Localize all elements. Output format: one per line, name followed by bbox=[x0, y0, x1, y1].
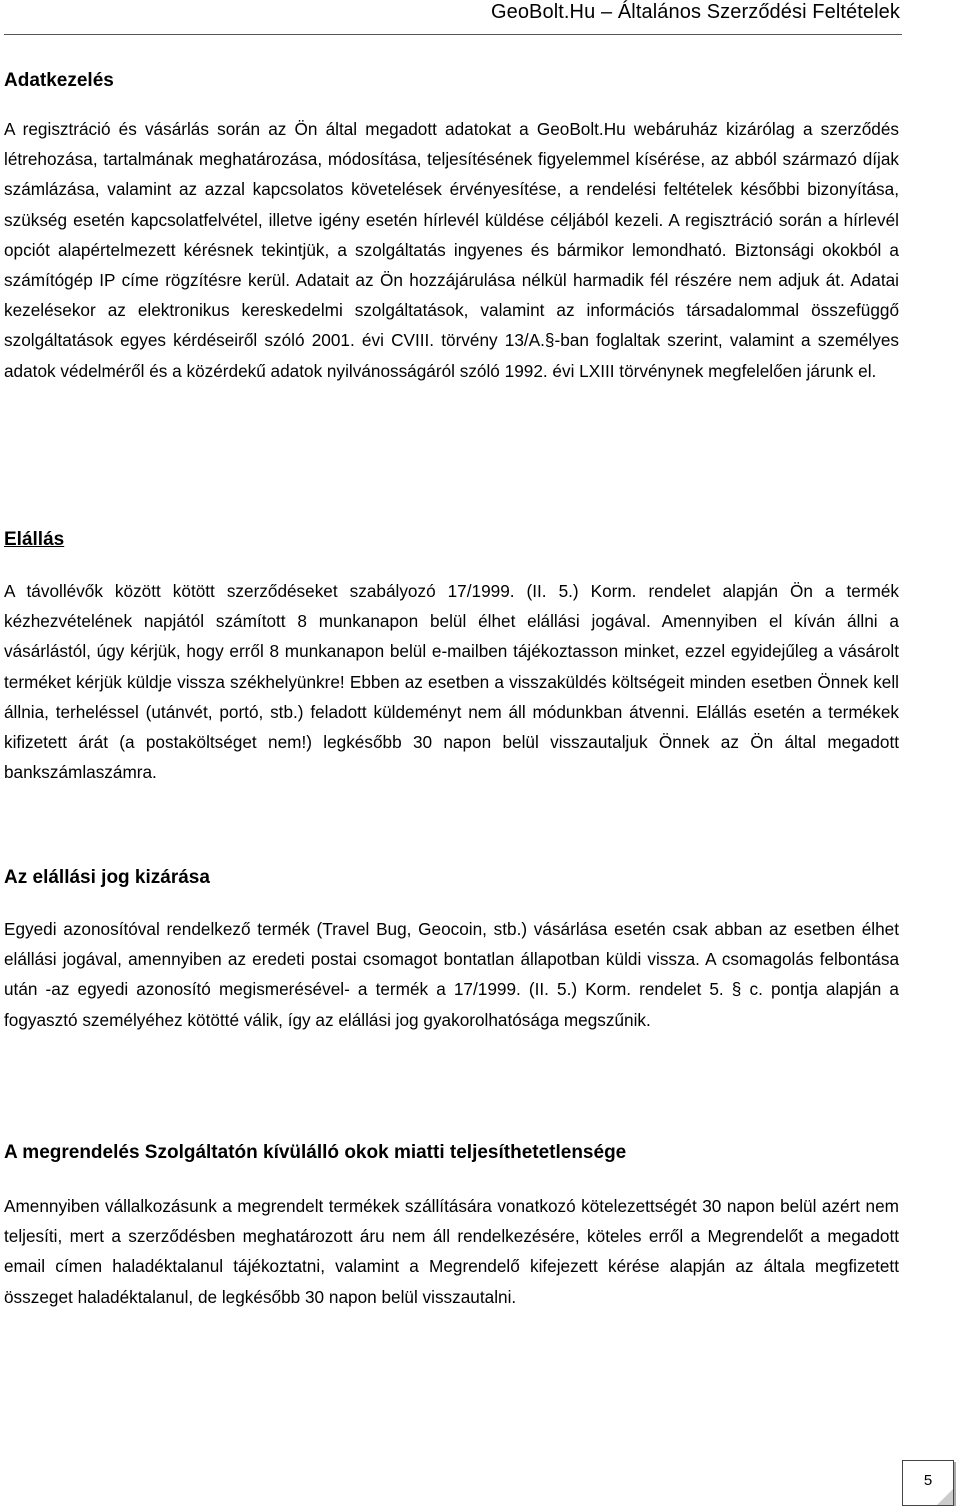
section-heading: A megrendelés Szolgáltatón kívülálló okok miatti teljesíthetetlensége bbox=[4, 1142, 627, 1163]
section-adatkezeles bbox=[4, 66, 899, 386]
section-paragraph: A regisztráció és vásárlás során az Ön által megadott adatokat a GeoBolt.Hu webáruház kizárólag a szerződés létrehozása, tartalmának meghatározása, módosítása, teljesítésének figyelemmel kísérése, az abból származó díjak számlázása, valamint az azzal kapcsolatos követelések érvényesítése, a rendelési feltételek későbbi bizonyítása, szükség esetén kapcsolatfelvétel, illetve igény esetén hírlevél küldése céljából kezeli. A regisztráció során a hírlevél opciót alapértelmezett kérésnek tekintjük, a szolgáltatás ingyenes és bármikor lemondható. Biztonsági okokból a számítógép IP címe rögzítésre kerül. Adatait az Ön hozzájárulása nélkül harmadik fél részére nem adjuk át. Adatai kezelésekor az elektronikus kereskedelmi szolgáltatások, valamint az információs társadalommal összefüggő szolgáltatások egyes kérdéseiről szóló 2001. évi CVIII. törvény 13/A.§-ban foglaltak szerint, valamint a személyes adatok védelméről és a közérdekű adatok nyilvánosságáról szóló 1992. évi LXIII törvénynek megfelelően járunk el. bbox=[4, 119, 899, 381]
section-teljesithetetlenseg bbox=[4, 1138, 899, 1312]
section-heading: Elállás bbox=[4, 529, 65, 550]
section-elallasi-jog-kizarasa bbox=[4, 863, 899, 1035]
header-divider bbox=[4, 34, 902, 35]
section-elallas bbox=[4, 525, 899, 787]
page-number: 5 bbox=[923, 1472, 933, 1489]
section-heading: Adatkezelés bbox=[4, 70, 114, 91]
page-number-box bbox=[902, 1460, 954, 1506]
page-header bbox=[0, 0, 960, 40]
section-heading: Az elállási jog kizárása bbox=[4, 867, 210, 888]
section-paragraph: A távollévők között kötött szerződéseket szabályozó 17/1999. (II. 5.) Korm. rendelet alapján Ön a termék kézhezvételének napjától számított 8 munkanapon belül élhet elállási jogával. Amennyiben el kíván állni a vásárlástól, úgy kérjük, hogy erről 8 munkanapon belül e-mailben tájékoztasson minket, ezzel egyidejűleg a vásárolt terméket kérjük küldje vissza székhelyünkre! Ebben az esetben a visszaküldés költségeit minden esetben Önnek kell állnia, terheléssel (utánvét, portó, stb.) feladott küldeményt nem áll módunkban átvenni. Elállás esetén a termékek kifizetett árát (a postaköltséget nem!) legkésőbb 30 napon belül visszautaljuk Önnek az Ön által megadott bankszámlaszámra. bbox=[4, 581, 899, 783]
page-corner-fold bbox=[937, 1489, 953, 1505]
section-paragraph: Egyedi azonosítóval rendelkező termék (Travel Bug, Geocoin, stb.) vásárlása esetén csak abban az esetben élhet elállási jogával, amennyiben az eredeti postai csomagot bontatlan állapotban küldi vissza. A csomagolás felbontása után -az egyedi azonosító megismerésével- a termék a 17/1999. (II. 5.) Korm. rendelet 5. § c. pontja alapján a fogyasztó személyéhez kötötté válik, így az elállási jog gyakorolhatósága megszűnik. bbox=[4, 919, 899, 1030]
document-title: GeoBolt.Hu – Általános Szerződési Feltételek bbox=[490, 1, 900, 23]
section-paragraph: Amennyiben vállalkozásunk a megrendelt termékek szállítására vonatkozó kötelezettségét 30 napon belül azért nem teljesíti, mert a szerződésben meghatározott áru nem áll rendelkezésére, köteles erről a Megrendelőt a megadott email címen haladéktalanul tájékoztatni, valamint a Megrendelő kifejezett kérése alapján az általa megfizetett összeget haladéktalanul, de legkésőbb 30 napon belül visszautalni. bbox=[4, 1196, 899, 1307]
